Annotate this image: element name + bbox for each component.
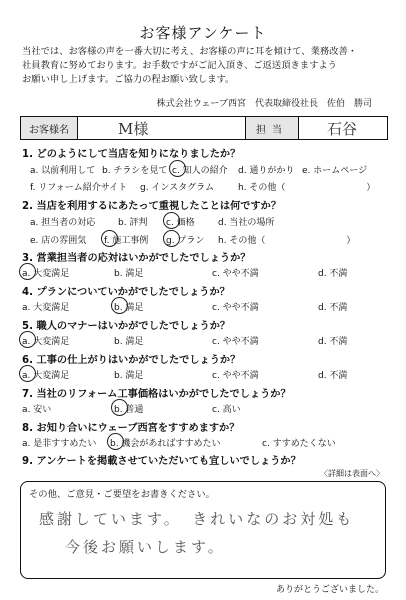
- intro-line-1: 当社では、お客様の声を一番大切に考え、お客様の声に耳を傾けて、業務改善・: [22, 46, 358, 57]
- q2-option-e[interactable]: e. 店の雰囲気: [30, 236, 87, 246]
- q3-option-d[interactable]: d. 不満: [318, 269, 348, 279]
- company-signature: 株式会社ウェーブ西宮 代表取締役社長 佐伯 勝司: [156, 99, 372, 109]
- q2-option-d[interactable]: d. 当社の場所: [218, 218, 275, 228]
- q6-option-d[interactable]: d. 不満: [318, 371, 348, 381]
- q2-option-f[interactable]: f. 施工事例: [104, 236, 149, 246]
- comment-handwriting-line-1: 感謝しています。 きれいなのお対処も: [39, 510, 355, 528]
- q1-option-f[interactable]: f. リフォーム紹介サイト: [30, 183, 128, 193]
- q5-option-d[interactable]: d. 不満: [318, 337, 348, 347]
- detail-note: 〈詳細は表面へ〉: [320, 469, 384, 478]
- question-8: 8. お知り合いにウェーブ西宮をすすめますか？: [22, 423, 240, 434]
- comment-box[interactable]: [20, 481, 386, 579]
- thanks-text: ありがとうございました。: [275, 585, 384, 595]
- q3-option-a[interactable]: a. 大変満足: [22, 269, 70, 279]
- comment-label: その他、ご意見・ご要望をお書きください。: [29, 489, 215, 500]
- q4-selection-circle: [111, 297, 128, 314]
- question-9: 9. アンケートを掲載させていただいても宜しいでしょうか？: [22, 456, 301, 467]
- q1-option-c[interactable]: c. 知人の紹介: [172, 166, 228, 176]
- q1-option-d[interactable]: d. 通りがかり: [238, 166, 295, 176]
- question-3: 3. 営業担当者の応対はいかがでしたでしょうか？: [22, 253, 251, 264]
- q5-selection-circle: [19, 331, 36, 348]
- q1-option-g[interactable]: g. インスタグラム: [140, 183, 215, 193]
- q4-option-a[interactable]: a. 大変満足: [22, 303, 70, 313]
- q3-option-c[interactable]: c. やや不満: [212, 269, 259, 279]
- q5-option-a[interactable]: a. 大変満足: [22, 337, 70, 347]
- q4-option-c[interactable]: c. やや不満: [212, 303, 259, 313]
- q4-option-b[interactable]: b. 満足: [114, 303, 144, 313]
- q3-option-b[interactable]: b. 満足: [114, 269, 144, 279]
- customer-name-value[interactable]: M様: [78, 117, 246, 139]
- staff-label: 担当: [246, 117, 299, 139]
- q3-selection-circle: [19, 263, 36, 280]
- q2-selection-circle-c: [163, 212, 180, 229]
- question-5: 5. 職人のマナーはいかがでしたでしょうか？: [22, 321, 231, 332]
- question-6: 6. 工事の仕上がりはいかがでしたでしょうか？: [22, 355, 241, 366]
- question-2: 2. 当店を利用するにあたって重視したことは何ですか？: [22, 201, 282, 212]
- customer-name-label: お客様名: [21, 117, 78, 139]
- customer-info-row: [20, 116, 388, 140]
- question-7: 7. 当社のリフォーム工事価格はいかがでしたでしょうか？: [22, 389, 291, 400]
- q2-option-h[interactable]: h. その他（ ）: [218, 236, 356, 246]
- q6-option-a[interactable]: a. 大変満足: [22, 371, 70, 381]
- question-4: 4. プランについていかがでしたでしょうか？: [22, 287, 230, 298]
- q8-option-b[interactable]: b. 機会があればすすめたい: [110, 439, 221, 449]
- q4-option-d[interactable]: d. 不満: [318, 303, 348, 313]
- q7-option-a[interactable]: a. 安い: [22, 405, 52, 415]
- q6-selection-circle: [19, 365, 36, 382]
- q5-option-b[interactable]: b. 満足: [114, 337, 144, 347]
- q6-option-c[interactable]: c. やや不満: [212, 371, 259, 381]
- q1-option-b[interactable]: b. チラシを見て: [102, 166, 168, 176]
- q2-selection-circle-g: [163, 230, 180, 247]
- q7-option-c[interactable]: c. 高い: [212, 405, 241, 415]
- intro-line-2: 社員教育に努めております。お手数ですがご記入頂き、ご返送頂きますよう: [22, 60, 337, 71]
- q1-selection-circle: [169, 160, 186, 177]
- q8-selection-circle: [107, 433, 124, 450]
- comment-handwriting-line-2: 今後お願いします。: [65, 538, 226, 556]
- q2-option-g[interactable]: g. プラン: [166, 236, 205, 246]
- q7-option-b[interactable]: b. 普通: [114, 405, 144, 415]
- q7-selection-circle: [111, 399, 128, 416]
- q1-option-a[interactable]: a. 以前利用して: [30, 166, 96, 176]
- q2-option-a[interactable]: a. 担当者の対応: [30, 218, 96, 228]
- q1-option-h[interactable]: h. その他（ ）: [238, 183, 376, 193]
- form-title: お客様アンケート: [139, 24, 267, 42]
- q2-option-c[interactable]: c. 価格: [166, 218, 195, 228]
- staff-name-value[interactable]: 石谷: [327, 119, 358, 138]
- q8-option-c[interactable]: c. すすめたくない: [262, 439, 336, 449]
- intro-line-3: お願い申し上げます。ご協力の程お願い致します。: [22, 74, 235, 85]
- q8-option-a[interactable]: a. 是非すすめたい: [22, 439, 97, 449]
- question-1: 1. どのようにして当店を知りになりましたか？: [22, 149, 241, 160]
- q1-option-e[interactable]: e. ホームページ: [302, 166, 368, 176]
- q2-option-b[interactable]: b. 評判: [118, 218, 148, 228]
- q6-option-b[interactable]: b. 満足: [114, 371, 144, 381]
- q5-option-c[interactable]: c. やや不満: [212, 337, 259, 347]
- q2-selection-circle-f: [101, 230, 118, 247]
